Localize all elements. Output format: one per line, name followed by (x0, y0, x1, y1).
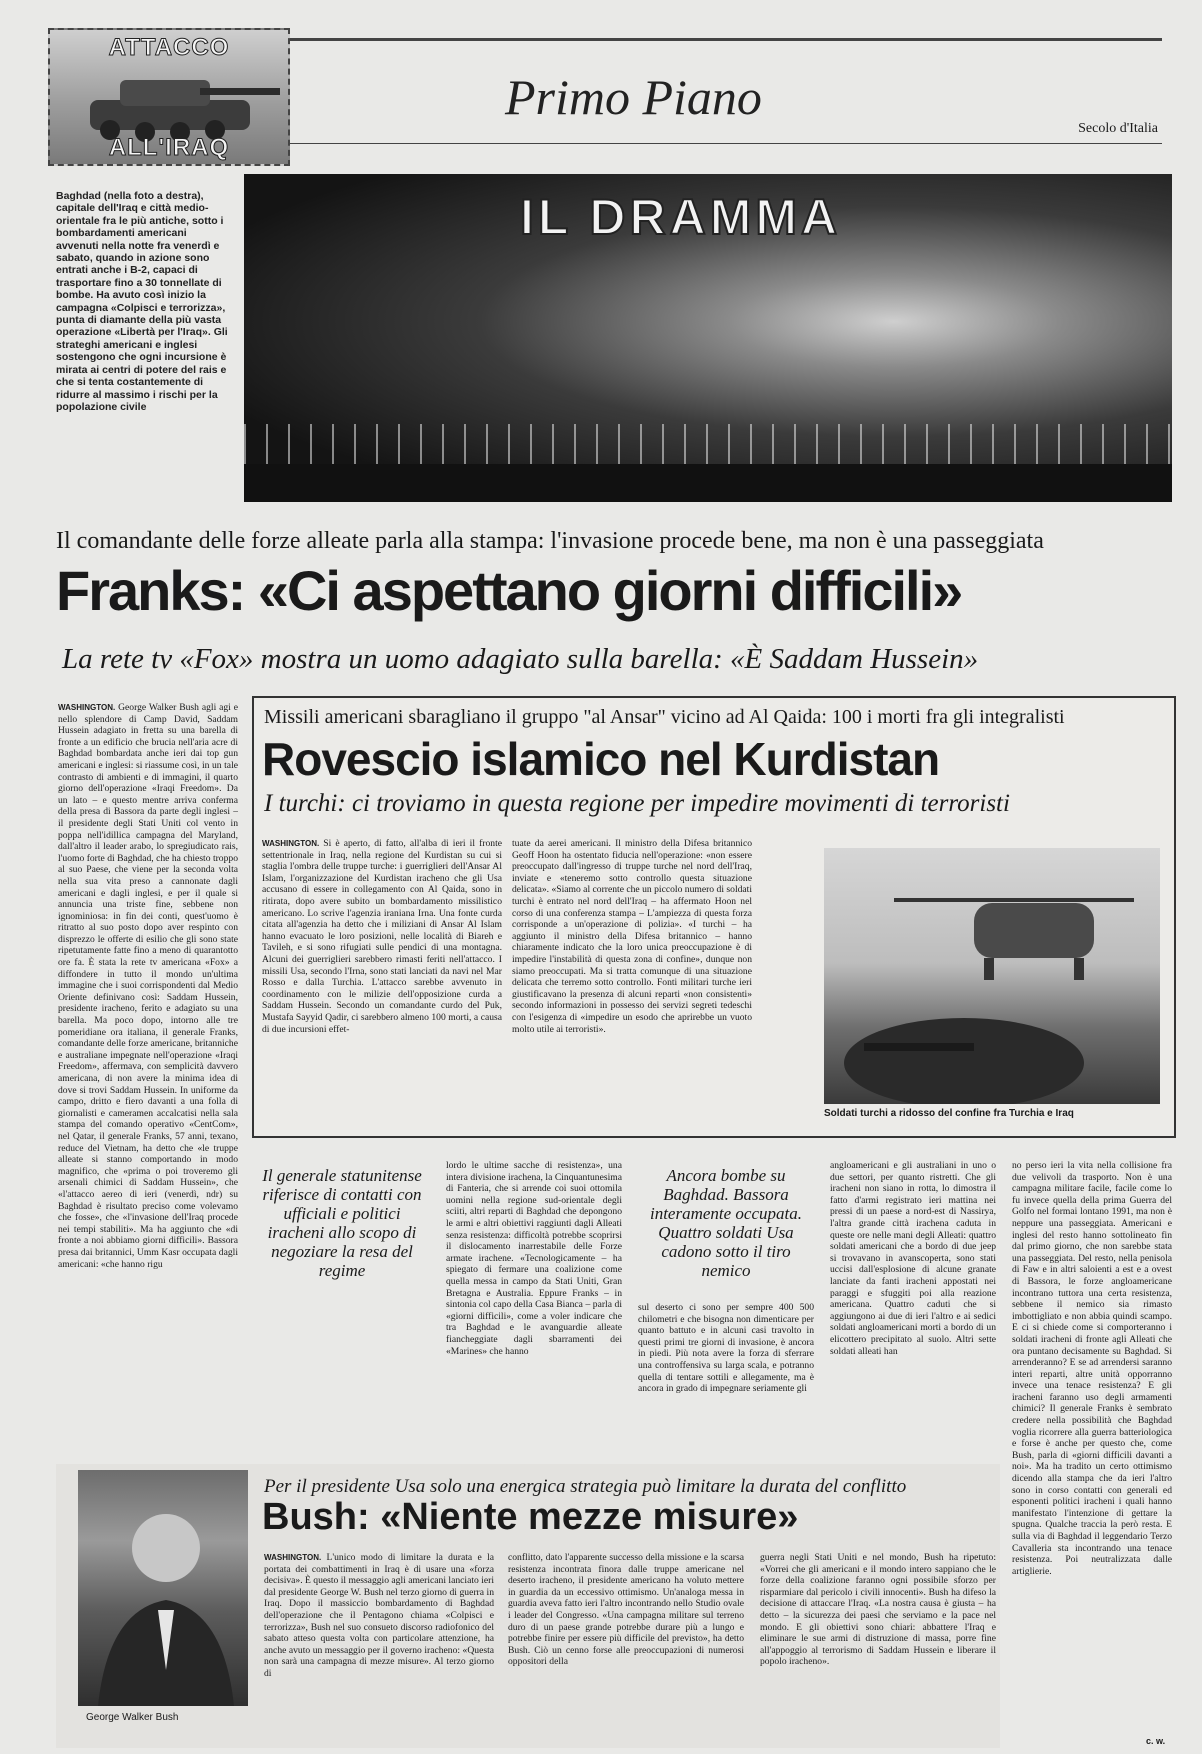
river-reflection (244, 464, 1172, 502)
city-lights (244, 424, 1172, 464)
bush-headline: Bush: «Niente mezze misure» (262, 1496, 799, 1538)
main-subhead: La rete tv «Fox» mostra un uomo adagiato sulla barella: «È Saddam Hussein» (62, 643, 979, 675)
main-kicker: Il comandante delle forze alleate parla alla stampa: l'invasione procede bene, ma non è una passeggiata (56, 528, 1044, 554)
main-headline: Franks: «Ci aspettano giorni difficili» (56, 559, 962, 622)
kurdistan-col1 (262, 838, 502, 1120)
bush-dateline: WASHINGTON. (264, 1553, 322, 1562)
main-col1-text: George Walker Bush agli agi e nello splendore di Camp David, Saddam Hussein adagiato in fretta su una barella di fronte a un edificio che brucia nell'aria acre di Baghdad bombardata anche ieri dai top gun americani e inglesi: si riassume così, in un tale contrasto di ambienti e di immagini, il quarto giorno dell'operazione «Iraqi Freedom». Da un lato – e questo mentre arriva conferma della presa di Bassora da parte degli inglesi – il presidente degli Stati Uniti col vento in poppa nell'idillica campagna del Maryland, dall'altro il leader arabo, lo spregiudicato rais, l'uomo forte di Baghdad, che ha chiesto troppo al suo Paese, che viene per la seconda volta nella sua vita preso a cannonate dagli americani e dagli inglesi, e per il quale si annuncia una triste fine, sebbene non ignominiosa: in fin dei conti, quest'uomo è ritratto al suo posto dopo aver respinto con disprezzo le offerte di esilio che gli sono state ripetutamente fatte fino a meno di quarantotto ore fa. È stata la rete tv americana «Fox» a diffondere in tutto il mondo un'ultima immagine che i suoi corrispondenti dal Medio Oriente definivano così: Saddam Hussein, presidente iracheno, ferito e adagiato su una barella. Ma poco dopo, intorno alle tre pomeridiane ora italiana, il generale Franks, comandante delle forze americane, britanniche e australiane impegnate nell'operazione «Iraqi Freedom», affermava, con semplicità davvero americana, di non avere la minima idea di dove si trovi Saddam Hussein. In uniforme da campo, dritto e fiero davanti a una folla di giornalisti e cameramen accalcatisi nella sala stampa del comando operativo «CentCom», nel Qatar, il generale Franks, 57 anni, texano, reduce del Vietnam, ha detto che «le truppe alleate si stanno comportando in modo magnifico, che «prima o poi troveremo gli arsenali chimici di Saddam Hussein», che «l'attacco aereo di ieri (venerdì, ndr) su Baghdad è risultato preciso come volevamo che fosse», che «l'invasione dell'Iraq procede nei tempi stabiliti». Ma ha aggiunto che «di fronte a noi abbiamo giorni difficili». Bassora presa dai britannici, Umm Kasr occupata dagli americani: «che hanno rigu (58, 702, 238, 1270)
main-dateline: WASHINGTON. (58, 703, 116, 712)
bush-kicker: Per il presidente Usa solo una energica strategia può limitare la durata del conflitto (264, 1476, 907, 1497)
kurdistan-col1-text: Si è aperto, di fatto, all'alba di ieri il fronte settentrionale in Iraq, nella regione del Kurdistan su cui si staglia l'ombra delle truppe turche: i guerriglieri dell'Ansar Al Islam, l'organizzazione del Kurdistan iracheno che gli Usa accusano di essere in collegamento con Al Qaida, sono in ritirata, dopo avere subito un bombardamento missilistico americano. Lo scrive l'agenzia iraniana Irna. Una fonte curda citata all'agenzia ha detto che i miliziani di Ansar Al Islam hanno evacuato le loro posizioni, nelle località di Biareh e Tavileh, e si sono rifugiati sulle pendici di una montagna. Alcuni dei guerriglieri sarebbero rimasti feriti nell'attacco. I missili Usa, secondo l'Irna, sono stati lanciati da navi nel Mar Rosso e dalla Turchia. L'attacco sarebbe avvenuto in coordinamento con le milizie dell'opposizione curda a Saddam Hussein. Secondo un comandante curdo del Puk, Mustafa Sayyid Qadir, ci sarebbero almeno 100 morti, a causa di due incursioni effet- (262, 838, 502, 1035)
section-title: Primo Piano (505, 69, 762, 125)
kurdistan-col2: tuate da aerei americani. Il ministro della Difesa britannico Geoff Hoon ha ostentato fiducia nell'operazione: «non essere preoccupato dall'ingresso di truppe turche nel nord dell'Iraq, inviate e «teneremo sotto controllo questa situazione delicata». «Siamo al corrente che un piccolo numero di soldati turchi è entrato nel nord dell'Iraq – ha affermato Hoon nel corso di una conferenza stampa – L'ampiezza di questa forza corrisponde a un'operazione di polizia». «I turchi – ha aggiunto il ministro della Difesa britannico – hanno chiaramente indicato che la loro unica preoccupazione è di impedire l'instabilità di questa zona di confine», dunque non siamo preoccupati. Ma si tratta comunque di una situazione delicata che terremo sotto controllo. Fonti militari turche ieri giustificavano la presenza di alcuni reparti «non consistenti» secondo informazioni in possesso dei servizi segreti tedeschi con l'esigenza di «impedire un esodo che aprirebbe un vuoto molto utile ai terroristi». (512, 838, 752, 1035)
newspaper-name: Secolo d'Italia (1078, 121, 1158, 136)
soldiers-photo (824, 848, 1160, 1104)
bush-col1-text: L'unico modo di limitare la durata e la portata dei combattimenti in Iraq è di usare una «forza decisiva». È questo il messaggio agli americani lanciato ieri dal presidente George W. Bush nel terzo giorno di guerra in Iraq. Dopo il massiccio bombardamento di Baghdad dell'operazione che il Pentagono chiama «Colpisci e terrorizza», Bush nel suo consueto discorso radiofonico del sabato atteso questa volta con particolare attenzione, ha anche avuto un messaggio per il governo iracheno: «Questa non sarà una campagna di mezze misure». Al terzo giorno di (264, 1552, 494, 1679)
photo-title: IL DRAMMA (520, 189, 842, 245)
kurdistan-headline: Rovescio islamico nel Kurdistan (262, 733, 940, 785)
footer-mark: c. w. (1146, 1736, 1166, 1746)
badge-top-text: ATTACCO (108, 34, 230, 61)
kurdistan-box (252, 696, 1176, 1138)
pullquote-1: Il generale statunitense riferisce di contatti con ufficiali e politici iracheni allo scopo di negoziare la resa del regime (262, 1166, 422, 1280)
header-rule-bottom (284, 143, 1162, 144)
main-col1 (58, 702, 238, 1400)
main-col4: angloamericani e gli australiani in uno o due settori, per quanto ristretti. Che gli iracheni non siano in rotta, lo dimostra il fatto d'armi registrato ieri mattina nei pressi di un paese a nord-est di Nassirya, l'altra grande città irachena caduta in queste ore nelle mani degli Alleati: quattro soldati americani che a bordo di due jeep si trovavano in avanscoperta, sono stati uccisi dall'esplosione di alcune granate lanciate da fanti iracheni appostati nei paraggi e sfuggiti poi alla reazione americana. Quattro caduti che si aggiungono ai due di ieri l'altro e ai sedici soldati angloamericani morti a bordo di un elicottero precipitato al suolo. Altri sette soldati alleati han (830, 1160, 996, 1357)
main-col5: no perso ieri la vita nella collisione fra due velivoli da trasporto. Non è una campagna militare facile, facile come lo fu invece quella della prima Guerra del Golfo nel formai lontano 1991, ma non è neppure una passeggiata. Americani e inglesi del resto hanno sottolineato fin dal primo giorno, che non sarebbe stata una passeggiata. Del resto, nella penisola di Faw e in altri saloienti a est e a ovest di Bassora, le forze angloamericane incontrano tuttora una certa resistenza, sebbene il nemico sia rimasto imbottigliato e non abbia quindi scampo. E ci si chiede come si comporteranno i soldati iracheni di fronte agli Alleati che ora puntano decisamente su Baghdad. Si arrenderanno? E se ad arrendersi saranno interi reparti, altre unità opporranno invece una tenace resistenza? E gli iracheni faranno uso degli armamenti chimici? Il generale Franks è sembrato credere nella possibilità che Baghdad voglia ricorrere alla guerra batteriologica e forse è anche per questo che, come Bush, parla di «giorni difficili davanti a noi». Ma ha tradito un certo ottimismo dicendo alla stampa che da ieri l'altro sono in corso contatti con generali ed esponenti politici iracheni i quali hanno manifestato l'intenzione di gettare la spugna. Qualche traccia la però resta. E sulla via di Baghdad il leggendario Terzo Cavalleria sta incontrando una tenace resistenza. Poi neutralizzata dalle artiglierie. (1012, 1160, 1172, 1577)
kurdistan-kicker: Missili americani sbaragliano il gruppo "al Ansar" vicino ad Al Qaida: 100 i morti fra gli integralisti (264, 706, 1065, 728)
kurdistan-subhead: I turchi: ci troviamo in questa regione per impedire movimenti di terroristi (264, 790, 1010, 817)
main-col2: lordo le ultime sacche di resistenza», una intera divisione irachena, la Cinquantunesima di Fanteria, che si arrende coi suoi ottomila uomini nella regione sud-orientale degli sciiti, altri reparti di Baghdad che depongono le armi e altri obiettivi raggiunti dagli Alleati senza resistenza: difficoltà potrebbe scoprirsi il dislocamento inarrestabile delle Forze armate irachene. «Tecnologicamente – ha spiegato di fermare una coalizione come quella messa in campo da Stati Uniti, Gran Bretagna e Australia. Eppure Franks – in sintonia col capo della Casa Bianca – parla di «giorni difficili», come a voler indicare che tra Baghdad e le avanguardie alleate fiancheggiate dagli sbarramenti dei «Marines» che hanno (446, 1160, 622, 1357)
intro-caption: Baghdad (nella foto a destra), capitale dell'Iraq e città medio-orientale fra le più antiche, sotto i bombardamenti americani avvenuti nella notte fra venerdì e sabato, quando in azione sono entrati anche i B-2, capaci di trasportare fino a 30 tonnellate di bombe. Ha avuto così inizio la campagna «Colpisci e terrorizza», punta di diamante della più vasta operazione «Libertà per l'Iraq». Gli strateghi americani e inglesi sostengono che ogni incursione è mirata ai centri di potere del rais e che si tenta costantemente di ridurre al massimo i rischi per la popolazione civile (56, 190, 228, 413)
helicopter-icon (824, 848, 1160, 1104)
bush-col2: conflitto, dato l'apparente successo della missione e la scarsa resistenza incontrata finora dalle truppe americane nel deserto iracheno, il presidente americano ha voluto mettere in guardia da un eccessivo ottimismo. Un'analoga messa in guardia aveva fatto ieri l'altro incontrando nello Studio ovale i leader del Congresso. «Una campagna militare sul terreno duro di un paese grande potrebbe durare più a lungo e potrebbe finire per essere più difficile del previsto», ha detto Bush. Ciò un cenno forse alle preoccupazioni di numerosi oppositori della (508, 1552, 744, 1668)
bush-photo-caption: George Walker Bush (86, 1712, 179, 1723)
top-rule (284, 38, 1162, 41)
kurdistan-dateline: WASHINGTON. (262, 839, 320, 848)
bush-col3: guerra negli Stati Uniti e nel mondo, Bush ha ripetuto: «Vorrei che gli americani e il mondo intero sappiano che le forze della coalizione faranno ogni possibile sforzo per risparmiare dal pericolo i civili innocenti». Bush ha difeso la decisione di attaccare l'Iraq. «La nostra causa è giusta – ha detto – la sicurezza dei paesi che serviamo e la pace nel mondo. E gli obiettivi sono chiari: abbattere l'Iraq e eliminare le sue armi di distruzione di massa, porre fine all'appoggio al terrorismo di Saddam Hussein e liberare il popolo iracheno». (760, 1552, 996, 1668)
portrait-icon (78, 1470, 248, 1706)
kurdistan-photo-caption: Soldati turchi a ridosso del confine fra Turchia e Iraq (824, 1108, 1074, 1119)
pullquote-2: Ancora bombe su Baghdad. Bassora interamente occupata. Quattro soldati Usa cadono sotto il tiro nemico (649, 1166, 802, 1280)
bush-photo (78, 1470, 248, 1706)
attack-badge (48, 28, 290, 166)
badge-bottom-text: ALL'IRAQ (108, 134, 230, 161)
main-col3: sul deserto ci sono per sempre 400 500 chilometri e che bisogna non dimenticare per quanto battuto e in alcuni casi travolto in questi primi tre giorni di invasione, è ancora in piedi. Più nota avere la forza di sferrare una controffensiva su larga scala, e potranno quella di tentare sottili e allegamente, ma è ancora in grado di impegnare seriamente gli (638, 1302, 814, 1395)
bush-col1 (264, 1552, 494, 1742)
